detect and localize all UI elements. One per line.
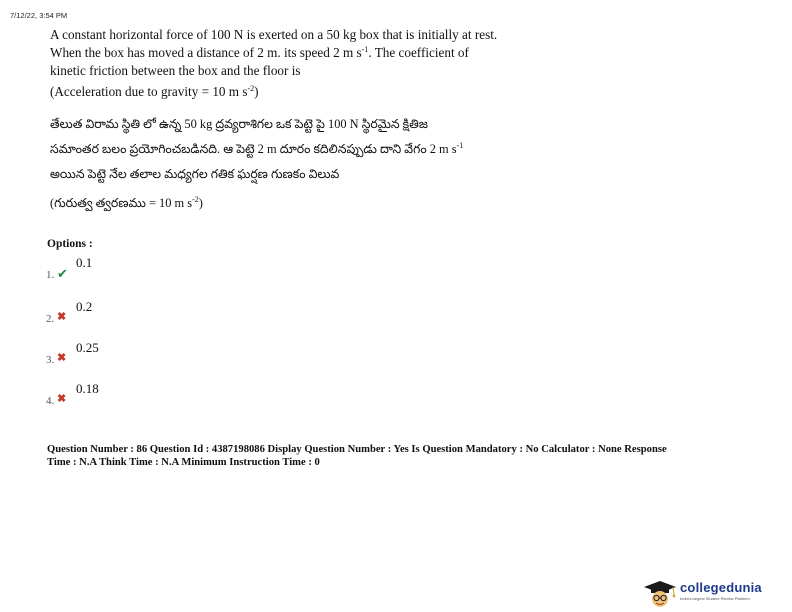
- options-label: Options :: [47, 238, 93, 250]
- question-metadata: [47, 443, 767, 469]
- option-1[interactable]: [46, 255, 246, 281]
- metadata-line: Time : N.A Think Time : N.A Minimum Instruction Time : 0: [47, 457, 320, 468]
- gravity-note: [50, 83, 610, 101]
- option-value: 0.18: [76, 381, 99, 396]
- superscript: -2: [192, 195, 199, 204]
- option-3[interactable]: [46, 340, 246, 366]
- graduate-mascot-icon: [640, 578, 680, 608]
- question-line: [50, 137, 630, 162]
- question-line: kinetic friction between the box and the floor is: [50, 63, 301, 78]
- timestamp: 7/12/22, 3:54 PM: [10, 11, 68, 20]
- brand-name: collegedunia: [680, 580, 762, 595]
- gravity-note: [50, 191, 630, 216]
- option-2[interactable]: [46, 299, 246, 325]
- metadata-line: Question Number : 86 Question Id : 4387198086 Display Question Number : Yes Is Question Mandatory : No Calculator : None Response: [47, 444, 667, 455]
- question-text: (గురుత్వ త్వరణము = 10 m s: [50, 196, 193, 210]
- option-value: 0.25: [76, 340, 99, 355]
- option-number: 2.: [46, 313, 55, 325]
- cross-icon: ✖: [57, 311, 67, 323]
- question-line: తేలుత విరామ స్థితి లో ఉన్న 50 kg ద్రవ్యరాశిగల ఒక పెట్టె పై 100 N స్థిరమైన క్షితిజ: [50, 117, 428, 131]
- brand-logo[interactable]: [640, 578, 790, 608]
- check-icon: ✔: [57, 266, 68, 281]
- brand-tagline: India's largest Student Review Platform: [680, 596, 750, 601]
- option-number: 3.: [46, 354, 55, 366]
- question-line: అయిన పెట్టె నేల తలాల మధ్యగల గతిక ఘర్షణ గుణకం విలువ: [50, 167, 340, 181]
- question-line: [50, 44, 610, 62]
- question-text: ): [254, 84, 259, 99]
- question-text: When the box has moved a distance of 2 m. its speed 2 m s: [50, 45, 362, 60]
- question-telugu: [50, 112, 630, 216]
- superscript: -2: [247, 84, 255, 93]
- question-text: ): [198, 196, 203, 210]
- question-english: [50, 26, 610, 101]
- question-text: (Acceleration due to gravity = 10 m s: [50, 84, 248, 99]
- option-4[interactable]: [46, 381, 246, 407]
- option-number: 1.: [46, 269, 55, 281]
- cross-icon: ✖: [57, 352, 67, 364]
- superscript: -1: [361, 45, 369, 54]
- option-value: 0.1: [76, 255, 93, 270]
- option-value: 0.2: [76, 299, 93, 314]
- question-text: సమాంతర బలం ప్రయోగించబడినది. ఆ పెట్టె 2 m దూరం కదిలినప్పుడు దాని వేగం 2 m s: [50, 142, 457, 156]
- cross-icon: ✖: [57, 393, 67, 405]
- superscript: -1: [456, 141, 464, 150]
- question-text: . The coefficient of: [368, 45, 469, 60]
- option-number: 4.: [46, 395, 55, 407]
- question-line: A constant horizontal force of 100 N is exerted on a 50 kg box that is initially at rest.: [50, 27, 498, 42]
